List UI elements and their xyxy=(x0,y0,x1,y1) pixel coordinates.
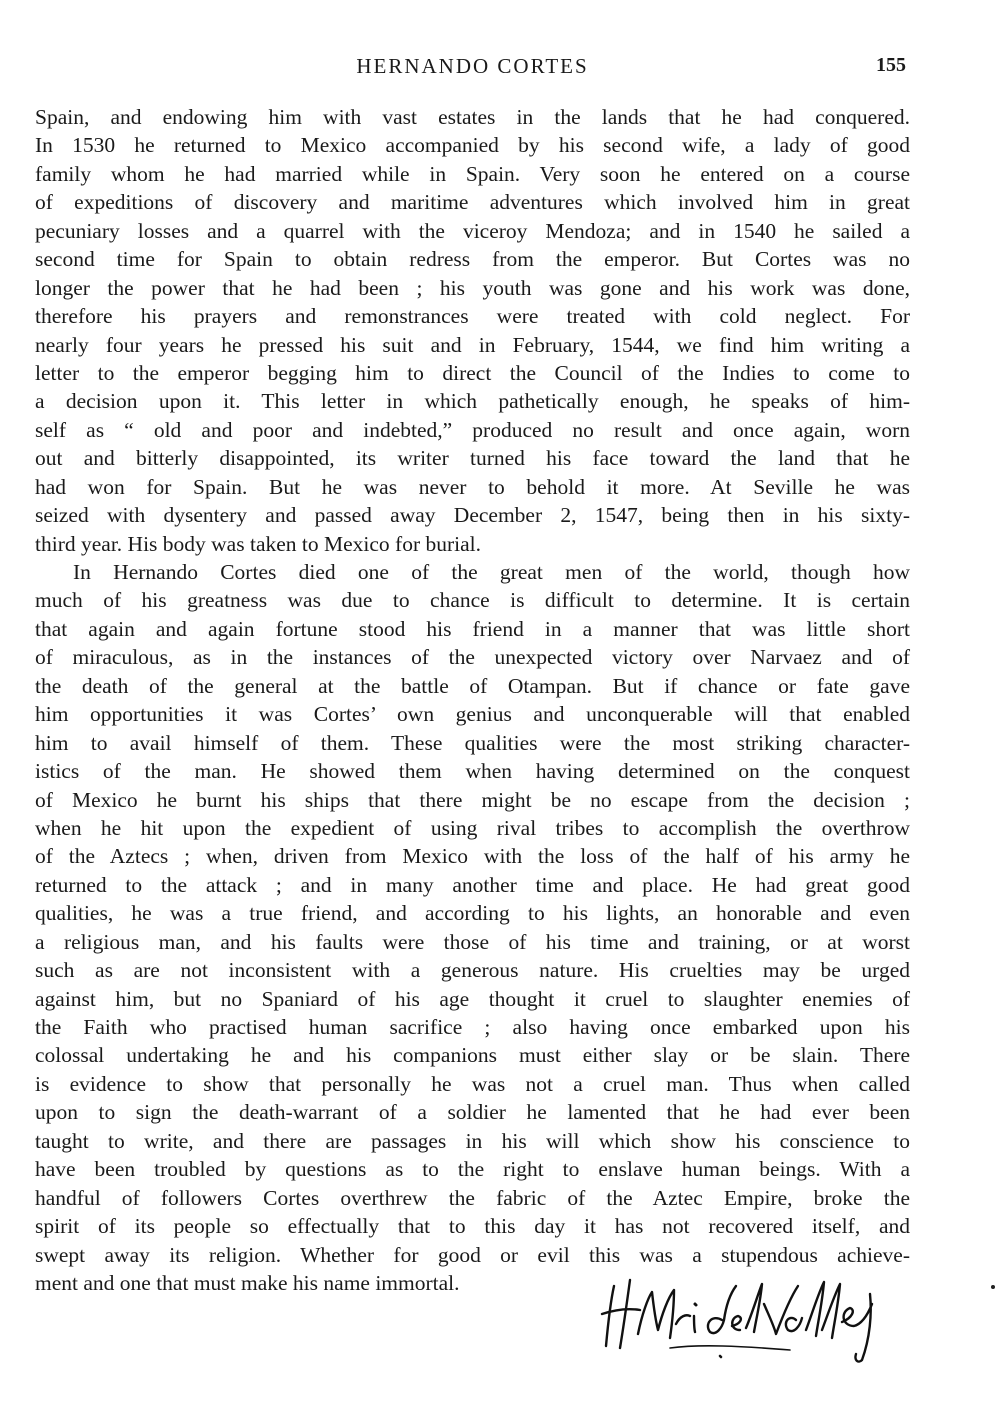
text-line: nearly four years he pressed his suit and in February, 1544, we find him writing a xyxy=(35,332,910,357)
paragraph-2 xyxy=(35,558,910,1297)
text-line: spirit of its people so effectually that to this day it has not recovered itself, and xyxy=(35,1214,910,1239)
text-line: have been troubled by questions as to the right to enslave human beings. With a xyxy=(35,1157,910,1182)
signature-image xyxy=(600,1264,890,1364)
paragraph-1 xyxy=(35,103,910,558)
text-line: upon to sign the death-warrant of a soldier he lamented that he had ever been xyxy=(35,1100,910,1125)
text-line: such as are not inconsistent with a generous nature. His cruelties may be urged xyxy=(35,958,910,983)
text-line: handful of followers Cortes overthrew the fabric of the Aztec Empire, broke the xyxy=(35,1185,910,1210)
text-line: the Faith who practised human sacrifice ; also having once embarked upon his xyxy=(35,1015,910,1039)
text-line: istics of the man. He showed them when having determined on the conquest xyxy=(35,759,910,784)
running-title: HERNANDO CORTES xyxy=(356,54,589,78)
text-line: swept away its religion. Whether for good or evil this was a stupendous achieve- xyxy=(35,1242,910,1267)
text-line: self as “ old and poor and indebted,” produced no result and once again, worn xyxy=(35,417,910,442)
text-line: him opportunities it was Cortes’ own genius and unconquerable will that enabled xyxy=(35,702,910,727)
text-line: when he hit upon the expedient of using rival tribes to accomplish the overthrow xyxy=(35,815,910,840)
text-line: pecuniary losses and a quarrel with the viceroy Mendoza; and in 1540 he sailed a xyxy=(35,218,910,243)
text-line: therefore his prayers and remonstrances were treated with cold neglect. For xyxy=(35,304,910,329)
text-line: much of his greatness was due to chance is difficult to determine. It is certain xyxy=(35,588,910,613)
text-line: family whom he had married while in Spain. Very soon he entered on a course xyxy=(35,161,910,186)
text-line: had won for Spain. But he was never to behold it more. At Seville he was xyxy=(35,474,910,499)
text-line: of the Aztecs ; when, driven from Mexico with the loss of the half of his army he xyxy=(35,844,910,869)
text-line: ment and one that must make his name immortal. xyxy=(35,1270,460,1295)
text-line: him to avail himself of them. These qualities were the most striking character- xyxy=(35,730,910,755)
signature-strokes xyxy=(602,1280,872,1362)
text-line: against him, but no Spaniard of his age thought it cruel to slaughter enemies of xyxy=(35,986,910,1011)
body-text xyxy=(35,103,910,1297)
text-line: second time for Spain to obtain redress from the emperor. But Cortes was no xyxy=(35,247,910,272)
text-line: of expeditions of discovery and maritime adventures which involved him in great xyxy=(35,190,910,215)
text-line: In 1530 he returned to Mexico accompanied by his second wife, a lady of good xyxy=(35,133,910,158)
text-line: qualities, he was a true friend, and according to his lights, an honorable and even xyxy=(35,901,910,926)
text-line: the death of the general at the battle of Otampan. But if chance or fate gave xyxy=(35,673,910,698)
text-line: of Mexico he burnt his ships that there might be no escape from the decision ; xyxy=(35,787,910,812)
text-line: colossal undertaking he and his companions must either slay or be slain. There xyxy=(35,1043,910,1068)
text-line: taught to write, and there are passages in his will which show his conscience to xyxy=(35,1128,910,1153)
text-line: a decision upon it. This letter in which pathetically enough, he speaks of him- xyxy=(35,389,910,414)
text-line: third year. His body was taken to Mexico for burial. xyxy=(35,531,482,556)
text-line: returned to the attack ; and in many another time and place. He had great good xyxy=(35,872,910,897)
text-line: of miraculous, as in the instances of the unexpected victory over Narvaez and of xyxy=(35,645,910,670)
text-line: that again and again fortune stood his friend in a manner that was little short xyxy=(35,616,910,641)
text-line: In Hernando Cortes died one of the great men of the world, though how xyxy=(73,560,910,584)
text-line: is evidence to show that personally he was not a cruel man. Thus when called xyxy=(35,1071,910,1096)
text-line: longer the power that he had been ; his youth was gone and his work was done, xyxy=(35,275,910,300)
text-line: a religious man, and his faults were those of his time and training, or at worst xyxy=(35,929,910,954)
text-line: out and bitterly disappointed, its writer turned his face toward the land that he xyxy=(35,446,910,471)
running-head xyxy=(35,54,910,84)
page-number: 155 xyxy=(876,54,906,76)
text-line: seized with dysentery and passed away December 2, 1547, being then in his sixty- xyxy=(35,503,910,528)
text-line: Spain, and endowing him with vast estates in the lands that he had conquered. xyxy=(35,105,910,129)
margin-mark xyxy=(991,1285,995,1289)
text-line: letter to the emperor begging him to direct the Council of the Indies to come to xyxy=(35,360,910,385)
